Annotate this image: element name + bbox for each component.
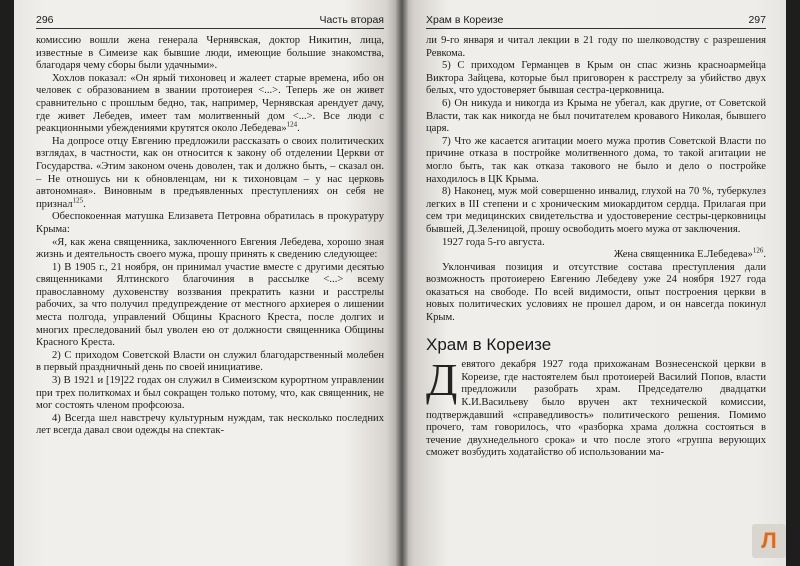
footnote-ref: 125 (72, 196, 84, 205)
left-page-number: 296 (36, 14, 54, 26)
paragraph: 5) С приходом Германцев в Крым он спас жизнь красноармейца Виктора Зайцева, которые был приговорен к расстрелу за убийство двух белых, что удостоверяет бывшая сестра-церковница. (426, 60, 766, 97)
right-page-number: 297 (748, 14, 766, 26)
paragraph: комиссию вошли жена генерала Чернявская, доктор Никитин, лица, известные в Симеизе как бывшие люди, имеющие большие знакомства, благодаря чему сборы были удачными». (36, 35, 384, 72)
paragraph: 3) В 1921 и [19]22 годах он служил в Симеизском курортном управлении при трех политкомах и был сокращен только потому, что, как священник, не мог состоять членом профсоюза. (36, 375, 384, 412)
right-page (402, 0, 786, 566)
left-page (14, 0, 402, 566)
book-gutter-shadow (396, 0, 408, 566)
paragraph: 8) Наконец, муж мой совершенно инвалид, глухой на 70 %, туберкулез легких в III степени и с хроническим миокардитом сердца. Прилагая при сем три медицинских свидетельства и удостоверение сестры-церковницы бывшей, Д.Зеленицой, прошу освободить моего мужа от заключения. (426, 186, 766, 235)
footnote-ref: 126 (752, 246, 764, 255)
paragraph: 4) Всегда шел навстречу культурным нуждам, так несколько последних лет всегда давал свои одежды на спектак- (36, 412, 384, 437)
paragraph: Уклончивая позиция и отсутствие состава преступления дали возможность протоиерею Евгению Лебедеву уже 24 ноября 1927 года оказаться на свободе. По всей видимости, опыт построения церкви в новых политических условиях не прошел даром, и он навсегда покинул Крым. (426, 261, 766, 324)
paragraph: Обеспокоенная матушка Елизавета Петровна обратилась в прокуратуру Крыма: (36, 211, 384, 235)
left-body-text (36, 35, 384, 438)
paragraph: «Я, как жена священника, заключенного Евгения Лебедева, хорошо зная жизнь и деятельность своего мужа, прошу принять к сведению следующее: (36, 236, 384, 261)
left-running-head: Часть вторая (319, 14, 384, 26)
paragraph: 7) Что же касается агитации моего мужа против Советской Власти по причине отказа в постройке молитвенного дома, то такой агитации не могло быть, так как отказа такового не было и дело о постройке находилось в ЦК Крыма. (426, 135, 766, 185)
paragraph: На допросе отцу Евгению предложили рассказать о своих политических взглядах, в частности, как он относится к закону об отделении Церкви от Государства. «Этим законом очень доволен, так и должно быть, – сказал он. – Не отношусь ни к обновленцам, ни к тихоновцам – у нас церковь автономная». Виновным в предъявленных преступлениях он себя не признал$^{125}$. (36, 135, 384, 210)
right-body-text (426, 35, 766, 460)
paragraph: Хохлов показал: «Он ярый тихоновец и жалеет старые времена, ибо он человек с образованием в звании протоиерея <...>. Теперь же он живет сравнительно с прошлым бедно, так, например, Чернявская арендует дачу, где живет Лебедев, имеет там молитвенный дом <...>. Все люди с реакционными убеждениями крутятся около Лебедева»$^{124}$. (36, 72, 384, 135)
date-line: 1927 года 5-го августа. (442, 236, 545, 248)
left-running-header (36, 14, 384, 29)
paragraph: 2) С приходом Советской Власти он служил благодарственный молебен в первый праздничный день по своей инициативе. (36, 349, 384, 374)
paragraph: ли 9-го января и читал лекции в 21 году по шелководству с разрешения Ревкома. (426, 35, 766, 59)
section-title: Храм в Кореизе (426, 334, 552, 354)
footnote-ref: 124 (286, 120, 298, 129)
right-running-header (426, 14, 766, 29)
right-running-head: Храм в Кореизе (426, 14, 504, 26)
paragraph: 6) Он никуда и никогда из Крыма не убегал, как другие, от Советской Власти, так как никогда не был почитателем кровавого Николая, бывшего царя. (426, 97, 766, 135)
drop-cap: Д (426, 354, 458, 406)
section-paragraph: Девятого декабря 1927 года прихожанам Вознесенской церкви в Кореизе, где настоятелем был протоиерей Василий Попов, власти предложили разобрать храм. Председателю двадцатки К.И.Васильеву было вручен акт технической комиссии, подтверждавший «справедливость» политического решения. Помимо прочего, там говорилось, что «разборка храма должна состояться в течение двухнедельного срока» и что после этого «группа верующих сможет возбудить ходатайство об использовании ма- (426, 354, 766, 459)
publisher-logo-icon: Л (752, 524, 786, 558)
paragraph: 1) В 1905 г., 21 ноября, он принимал участие вместе с другими десятью священниками Ялтинского благочиния в рассылке <...> всему православному духовенству воззвания прекратить казни и расстрелы рабочих, за что получил предупреждение от местного архиерея о лишении места полгода, управлений Общины Красного Креста, после долгих и многих преследований был уволен ею от должности священника Общины Красного Креста. (36, 261, 384, 349)
signature-line: Жена священника Е.Лебедева»$^{126}$. (613, 246, 766, 261)
